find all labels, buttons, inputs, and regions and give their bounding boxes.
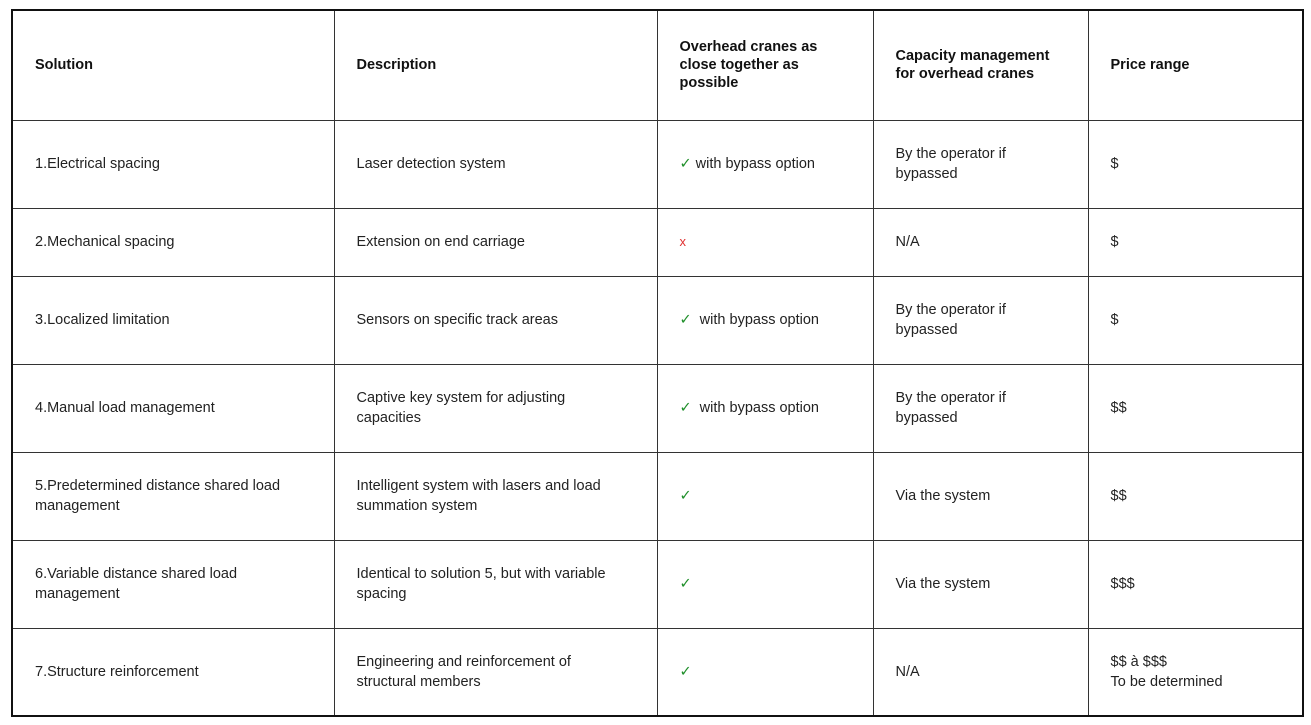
- cell-price: $: [1088, 120, 1303, 208]
- table-row: [12, 208, 1303, 276]
- cell-price: $: [1088, 276, 1303, 364]
- cell-solution: 1.Electrical spacing: [12, 120, 334, 208]
- cell-capacity: N/A: [873, 628, 1088, 716]
- cell-capacity: By the operator if bypassed: [873, 364, 1088, 452]
- table-row: [12, 628, 1303, 716]
- cell-solution: 7.Structure reinforcement: [12, 628, 334, 716]
- table-row: [12, 276, 1303, 364]
- cell-price: $$ à $$$ To be determined: [1088, 628, 1303, 716]
- cell-description: Engineering and reinforcement of structural members: [334, 628, 657, 716]
- cell-capacity: N/A: [873, 208, 1088, 276]
- cell-solution: 5.Predetermined distance shared load management: [12, 452, 334, 540]
- cell-proximity: [657, 452, 873, 540]
- proximity-note: with bypass option: [695, 400, 819, 416]
- check-icon: ✓: [679, 576, 692, 592]
- header-capacity: Capacity management for overhead cranes: [873, 10, 1088, 120]
- table-row: [12, 364, 1303, 452]
- cell-description: Captive key system for adjusting capacities: [334, 364, 657, 452]
- cell-solution: 2.Mechanical spacing: [12, 208, 334, 276]
- cell-description: Intelligent system with lasers and load summation system: [334, 452, 657, 540]
- check-icon: ✓: [679, 663, 692, 680]
- cell-capacity: Via the system: [873, 540, 1088, 628]
- cell-solution: 4.Manual load management: [12, 364, 334, 452]
- comparison-table: [11, 9, 1304, 717]
- cell-description: Identical to solution 5, but with variable spacing: [334, 540, 657, 628]
- cell-description: Extension on end carriage: [334, 208, 657, 276]
- cell-solution: 6.Variable distance shared load management: [12, 540, 334, 628]
- header-solution: Solution: [12, 10, 334, 120]
- cell-proximity: [657, 628, 873, 716]
- check-icon: ✓: [679, 400, 692, 416]
- proximity-note: with bypass option: [695, 312, 819, 328]
- cell-proximity: [657, 364, 873, 452]
- cell-description: Laser detection system: [334, 120, 657, 208]
- cell-capacity: By the operator if bypassed: [873, 120, 1088, 208]
- cell-proximity: [657, 120, 873, 208]
- cell-proximity: [657, 276, 873, 364]
- cross-icon: x: [679, 234, 686, 249]
- check-icon: ✓: [679, 488, 692, 504]
- check-icon: ✓: [679, 312, 692, 328]
- cell-price: $$: [1088, 364, 1303, 452]
- cell-price: $$$: [1088, 540, 1303, 628]
- cell-capacity: By the operator if bypassed: [873, 276, 1088, 364]
- header-proximity: Overhead cranes as close together as possible: [657, 10, 873, 120]
- header-price: Price range: [1088, 10, 1303, 120]
- table-row: [12, 540, 1303, 628]
- cell-capacity: Via the system: [873, 452, 1088, 540]
- header-description: Description: [334, 10, 657, 120]
- table-header-row: [12, 10, 1303, 120]
- proximity-note: with bypass option: [695, 156, 815, 172]
- table-row: [12, 120, 1303, 208]
- cell-proximity: [657, 208, 873, 276]
- cell-price: $: [1088, 208, 1303, 276]
- table-row: [12, 452, 1303, 540]
- cell-price: $$: [1088, 452, 1303, 540]
- check-icon: ✓: [679, 156, 692, 172]
- cell-solution: 3.Localized limitation: [12, 276, 334, 364]
- cell-proximity: [657, 540, 873, 628]
- cell-description: Sensors on specific track areas: [334, 276, 657, 364]
